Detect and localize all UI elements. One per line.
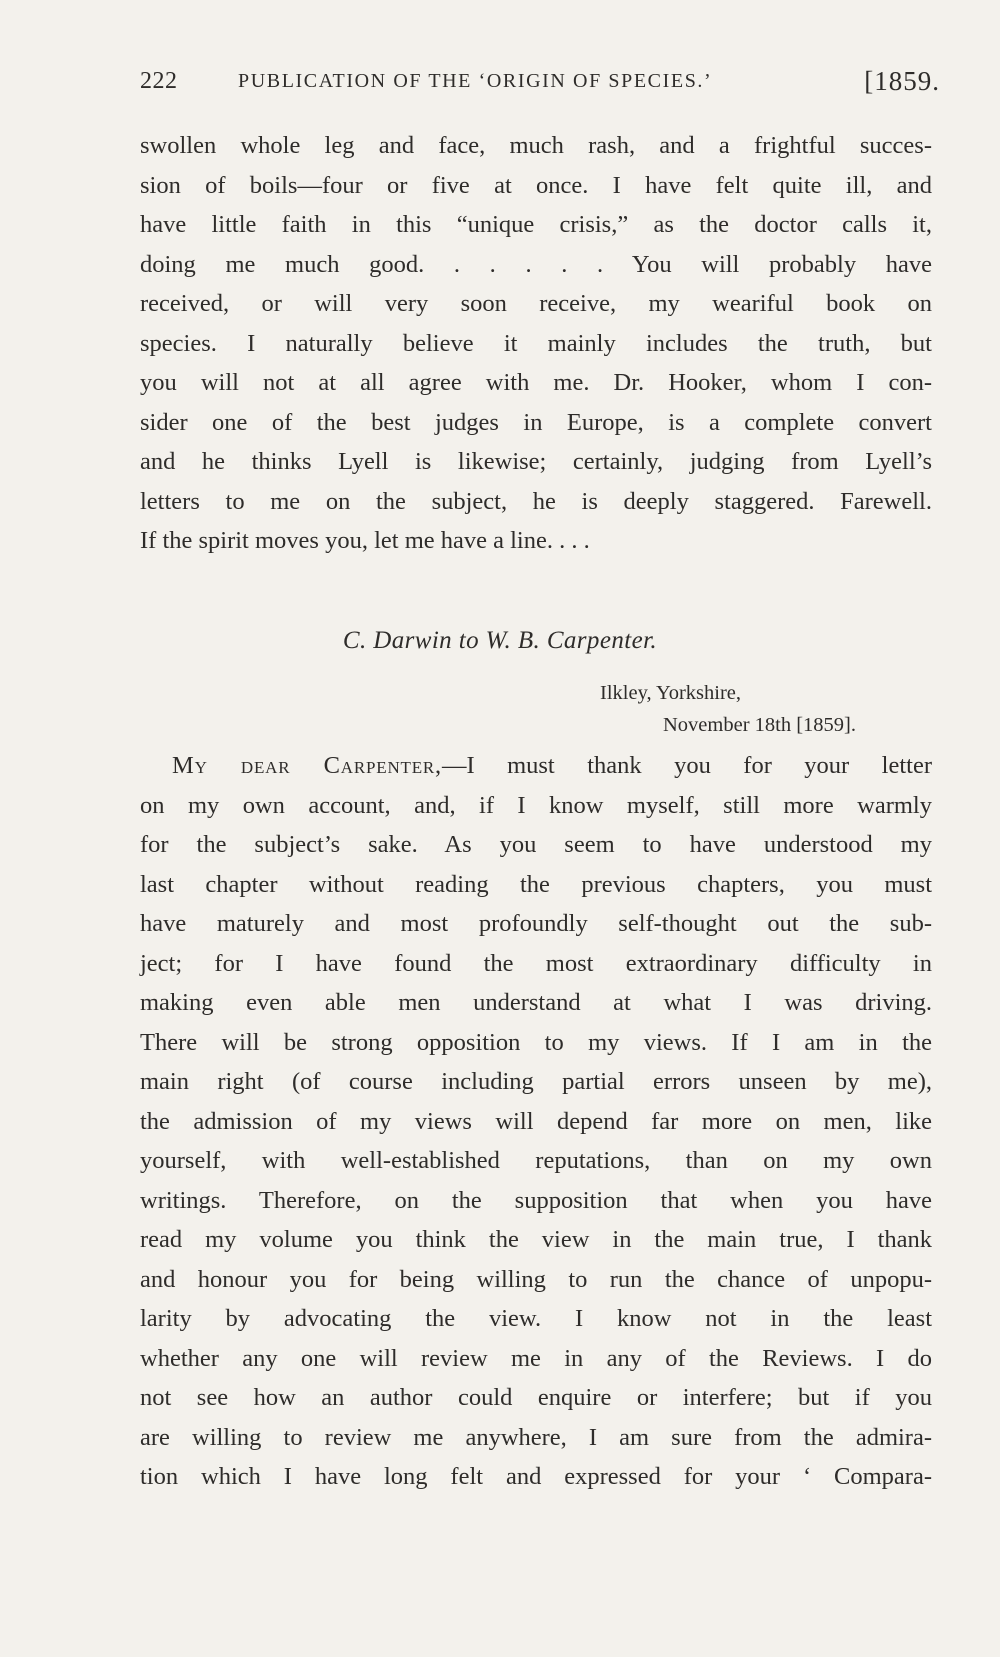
running-title: PUBLICATION OF THE ‘ORIGIN OF SPECIES.’ — [238, 70, 713, 92]
letter-continuation — [140, 126, 932, 561]
page-number: 222 — [140, 68, 178, 94]
text-line: last chapter without reading the previous chapters, you must — [140, 870, 932, 898]
text-line: There will be strong opposition to my views. If I am in the — [140, 1028, 932, 1056]
text-line: you will not at all agree with me. Dr. Hooker, whom I con- — [140, 369, 932, 396]
text-line: main right (of course including partial errors unseen by me), — [140, 1068, 932, 1095]
text-line: received, or will very soon receive, my weariful book on — [140, 290, 932, 317]
text-line: on my own account, and, if I know myself, still more warmly — [140, 791, 932, 819]
text-line: have little faith in this “unique crisis,” as the doctor calls it, — [140, 211, 932, 238]
text-line: whether any one will review me in any of the Reviews. I do — [140, 1344, 932, 1372]
text-line: writings. Therefore, on the supposition that when you have — [140, 1186, 932, 1214]
text-line: read my volume you think the view in the main true, I thank — [140, 1226, 932, 1253]
salutation-line — [140, 746, 932, 786]
letter-body — [140, 746, 932, 1497]
text-line: yourself, with well-established reputations, than on my own — [140, 1147, 932, 1174]
address-date: November 18th [1859]. — [663, 714, 856, 736]
text-line: making even able men understand at what I was driving. — [140, 989, 932, 1016]
running-head — [140, 62, 940, 102]
salutation: My dear Carpenter, — [172, 752, 442, 779]
text-line: the admission of my views will depend far more on men, like — [140, 1107, 932, 1135]
text-line: tion which I have long felt and expressed for your ‘ Compara- — [140, 1463, 932, 1490]
text-line: are willing to review me anywhere, I am sure from the admira- — [140, 1423, 932, 1451]
text-line: for the subject’s sake. As you seem to have understood my — [140, 831, 932, 858]
text-line: ject; for I have found the most extraordinary difficulty in — [140, 949, 932, 977]
text-line: sider one of the best judges in Europe, is a complete convert — [140, 408, 932, 436]
text-line: sion of boils—four or five at once. I have felt quite ill, and — [140, 171, 932, 199]
salutation-rest: —I must thank you for your letter — [441, 752, 933, 779]
text-line: not see how an author could enquire or interfere; but if you — [140, 1384, 932, 1411]
text-line: and he thinks Lyell is likewise; certainly, judging from Lyell’s — [140, 448, 932, 475]
text-line: species. I naturally believe it mainly includes the truth, but — [140, 329, 932, 357]
text-line: swollen whole leg and face, much rash, and a frightful succes- — [140, 132, 932, 159]
text-line: doing me much good. . . . . . You will probably have — [140, 250, 932, 278]
text-line: letters to me on the subject, he is deeply staggered. Farewell. — [140, 487, 932, 515]
text-line: and honour you for being willing to run the chance of unpopu- — [140, 1265, 932, 1293]
text-line: If the spirit moves you, let me have a line. . . . — [140, 527, 590, 554]
letter-heading: C. Darwin to W. B. Carpenter. — [342, 627, 658, 654]
text-line: larity by advocating the view. I know not in the least — [140, 1305, 932, 1332]
text-line: have maturely and most profoundly self-thought out the sub- — [140, 910, 932, 937]
running-year: [1859. — [864, 66, 940, 96]
address-place: Ilkley, Yorkshire, — [600, 682, 742, 704]
